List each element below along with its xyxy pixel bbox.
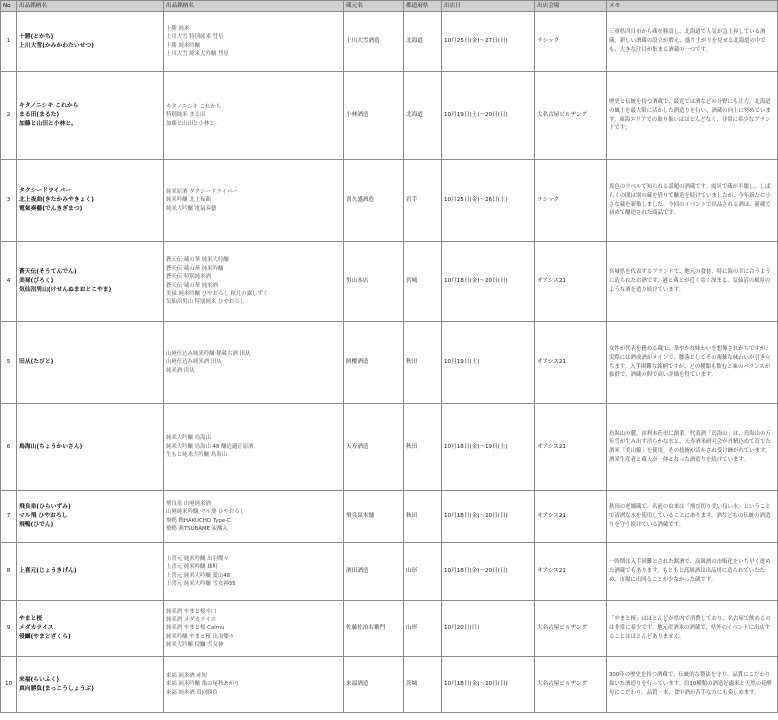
brand-name: 鳥海山(ちょうかいさん) (19, 443, 83, 450)
product-list (164, 491, 344, 543)
row-number: 3 (1, 160, 17, 242)
brewery-name: 酒田酒造 (344, 543, 404, 601)
brewery-name: 来福酒造 (344, 657, 404, 713)
memo: 歴史と伝統を持つ酒蔵で、最近では酒などの分野にも注力。北海道の風土を最大限に活かした酒造りを行い、酒蔵の向上に努めています。東海エリアでの取り扱いはほとんどなく、非常に希少なブランドです。 (607, 72, 778, 160)
venue: オアシス21 (535, 404, 607, 491)
table-row (1, 404, 778, 491)
brand-name: キタノニシキ これから (19, 103, 79, 110)
brewery-name: 喜久盛酒造 (344, 160, 404, 242)
open-date: 10月18日(金)〜20日(日) (442, 491, 535, 543)
open-date: 10月20日(日) (442, 601, 535, 657)
prefecture: 秋田 (404, 404, 442, 491)
brand-name: 電氣奏藝(でんきぎまつ) (19, 205, 83, 212)
brand-name: 真向勝負(まっこうしょうぶ) (19, 685, 94, 692)
venue: オアシス21 (535, 491, 607, 543)
brand-name: 美禄(びろく) (19, 278, 54, 284)
header-prefecture: 都道府県 (404, 1, 442, 12)
prefecture: 山形 (404, 543, 442, 601)
open-date: 10月25日(金)〜26日(土) (442, 160, 535, 242)
row-number: 10 (1, 657, 17, 713)
memo: 女性が代表を務める蔵で、華やかな味わいを想像されがちですが、実際には熟成酒がメインで、腰落としてその複雑な味わいが引き立ちます。入手困難な銘柄ですが、どの種類も飲むと味のバランスが抜群で、酒蔵の間で高い評価を得ています。 (607, 322, 778, 404)
venue: オアシス21 (535, 543, 607, 601)
row-number: 1 (1, 12, 17, 72)
brand-names (17, 242, 164, 322)
product-name: 純米大吟醸 鳥海山 48 醸造適正原酒 (166, 443, 254, 450)
header-venue: 出店会場 (535, 1, 607, 12)
brewery-name: 小林酒造 (344, 72, 404, 160)
product-list (164, 322, 344, 404)
product-name: 純米大吟醸 鳥海山 (166, 435, 211, 442)
table-row (1, 322, 778, 404)
brand-name: 蒼天伝(そうてんでん) (19, 269, 77, 276)
brand-name: 来福(らいふく) (19, 676, 60, 683)
prefecture: 北海道 (404, 12, 442, 72)
memo: 一時期は入手困難とされた銘酒で、高級酒の市販化をいち早く進めた酒蔵でもあります。もともと高級酒は出品用に造られていたため、市場に出回ることが少なかった蔵です。 (607, 543, 778, 601)
table-row (1, 160, 778, 242)
venue: オアシス21 (535, 242, 607, 322)
brand-name: やまと桜 (19, 616, 43, 623)
product-name: 上喜元 純米吟醸 出羽燦々 (166, 555, 229, 562)
open-date: 10月19日(土)〜20日(日) (442, 72, 535, 160)
brand-name: 上川大雪(かみかわたいせつ) (19, 42, 94, 49)
product-name: 十勝 純米 (166, 25, 190, 32)
venue: 大名古屋ビルヂング (535, 657, 607, 713)
product-name: 加藤と山田と小林と。 (166, 120, 220, 127)
product-name: 純米大吟醸 侵鰤 雪女神 (166, 642, 224, 649)
product-list (164, 543, 344, 601)
row-number: 2 (1, 72, 17, 160)
open-date: 10月19日(土) (442, 322, 535, 404)
row-number: 4 (1, 242, 17, 322)
memo: 鳥海山の麓、由利本荘市に創業。代表酒「鳥海山」は、鳥海山の万年雪が生み出す清らかな水と、天寿酒米研究会が丹精込めて育てた酒米「美山錦」を使用。その技術が活かされ受け継がれています。酒米生産者と蔵人が一体となった酒造りを続けています。 (607, 404, 778, 491)
product-name: 上川大雪 純米大吟醸 彗星 (166, 50, 229, 57)
prefecture: 岩手 (404, 160, 442, 242)
memo: 300年の歴史を持つ酒蔵で、伝統的な製法を守り、品質にこだわり抜いた酒造りを行っています。約10種類の酒造好適米と天然の花酵母にこだわり、品質一本、食中酒が苦手な方にも楽しめます。 (607, 657, 778, 713)
table-row (1, 72, 778, 160)
open-date: 10月25日(金)〜27日(日) (442, 12, 535, 72)
row-number: 8 (1, 543, 17, 601)
product-name: 特別純米 まる田 (166, 112, 206, 119)
product-list (164, 160, 344, 242)
memo: 「やまと桜」はほとんどが県内で消費しており、名古屋で飲めるのは非常に希少です。地元産酒米の酒蔵で、県外のイベントに出店することはほとんどありません。 (607, 601, 778, 657)
brand-names (17, 322, 164, 404)
brand-name: 十勝(とかち) (19, 33, 54, 40)
product-name: 十勝 純米吟醸 (166, 42, 201, 49)
brand-name: マル飛 ひやおろし (19, 513, 68, 519)
header-brand: 出品銘柄名 (17, 1, 164, 12)
brand-name: 飛良泉(ひらいずみ) (19, 504, 71, 511)
brand-name: まる田(まるた) (19, 112, 60, 118)
product-name: 飛鴨 鴨HAKUCHO Type-C (166, 517, 231, 524)
row-number: 5 (1, 322, 17, 404)
prefecture: 秋田 (404, 491, 442, 543)
prefecture: 茨城 (404, 657, 442, 713)
open-date: 10月18日(金)〜19日(土) (442, 404, 535, 491)
venue: ラシック (535, 160, 607, 242)
header-no: No (1, 1, 17, 12)
product-name: 上喜元 純米大吟醸 雪女神35 (166, 580, 236, 587)
venue: 大名古屋ビルヂング (535, 601, 607, 657)
brewery-name: 上川大雪酒造 (344, 12, 404, 72)
product-name: 気仙沼男山 特別純米 ひやおろし (166, 299, 245, 306)
memo: 三重県四日市から蔵を移設し、北海道で人気が急上昇している酒蔵。新しい酒蔵の設立が増え、盛り上がりを見せる北海道の中でも、大きな注目が集まる酒蔵の一つです。 (607, 12, 778, 72)
header-date: 出店日 (442, 1, 535, 12)
brand-name: 田从(たびと) (19, 359, 54, 365)
table-row (1, 657, 778, 713)
brand-name: メダカライス (19, 625, 54, 631)
memo: 秋田の老舗蔵で、名前の由来は「飛び切り美い良い水」ということで清冽な水を使用していることにあります。酒などもの伝統の酒造りを守り続けている酒蔵です。 (607, 491, 778, 543)
product-list (164, 242, 344, 322)
brand-name: 加藤と山田と小林と。 (19, 120, 77, 127)
open-date: 10月18日(金)〜20日(日) (442, 657, 535, 713)
product-name: 純米酒 田从 (166, 367, 195, 374)
memo: 宮城県を代表するブランドで、地元の食材、特に海の幸に合うように造られたお酒です。港と蔵とが近く寄く深まる、気仙沼の風景のような酒を造り続けています。 (607, 242, 778, 322)
venue: 大名古屋ビルヂング (535, 72, 607, 160)
brand-names (17, 404, 164, 491)
brand-names (17, 601, 164, 657)
product-name: 蒼天伝 特別純米酒 (166, 274, 211, 281)
product-name: 山廃純米吟醸 マル飛 ひやおろし (166, 509, 245, 516)
product-name: 純米吟醸 北上夜曲 (166, 197, 211, 204)
row-number: 6 (1, 404, 17, 491)
row-number: 9 (1, 601, 17, 657)
brand-name: 上喜元(じょうきげん) (19, 568, 77, 574)
product-name: キタノニシキ これから (166, 103, 222, 110)
brand-names (17, 160, 164, 242)
brand-name: 北上夜曲(きたかみやきょく) (19, 197, 94, 203)
product-name: 純米酒 やまと桜 Calmu (166, 625, 225, 632)
brewery-name: 天寿酒造 (344, 404, 404, 491)
product-name: 山廃仕込み純米酒 田从 (166, 359, 222, 366)
brand-names (17, 657, 164, 713)
open-date: 10月18日(金)〜20日(日) (442, 242, 535, 322)
product-name: 純米原酒 タクシードライバー (166, 188, 238, 195)
prefecture: 宮城 (404, 242, 442, 322)
product-name: 山廃仕込み純米吟醸 秘蔵古酒 田从 (166, 350, 251, 357)
prefecture: 秋田 (404, 322, 442, 404)
row-number: 7 (1, 491, 17, 543)
product-name: 純米吟醸 やまと桜 出羽燦々 (166, 633, 235, 640)
table-row (1, 601, 778, 657)
product-name: 純米酒 メダカライス (166, 616, 217, 623)
product-list (164, 72, 344, 160)
product-name: 来福 純米酒 真向勝負 (166, 689, 218, 696)
header-brewery: 蔵元名 (344, 1, 404, 12)
brewery-name: 男山本店 (344, 242, 404, 322)
brand-names (17, 12, 164, 72)
venue: ラシック (535, 12, 607, 72)
table-row (1, 12, 778, 72)
brand-name: 飛鴨(ひでん) (19, 521, 54, 528)
header-memo: メモ (607, 1, 778, 12)
product-name: 蒼天伝 蔵の華 純米大吟醸 (166, 257, 229, 264)
brand-names (17, 491, 164, 543)
memo: 異色のラベルで知られる話題の酒蔵です。震災で蔵が半壊し、しばらくの間は別の蔵を借りて醸造を続けていましたが、今年新たに小さな蔵を新築しました。今回のイベントで出品される酒は、新蔵で初めて醸造された商品です。 (607, 160, 778, 242)
product-name: 上喜元 純米吟醸 雄町 (166, 564, 218, 571)
product-name: 蒼天伝 蔵の華 純米吟醸 (166, 265, 224, 272)
product-name: 生もと純米大吟醸 鳥海山 (166, 452, 228, 459)
brewery-name: 飛良泉本舗 (344, 491, 404, 543)
product-name: 上喜元 純米大吟醸 愛山48 (166, 572, 231, 579)
product-name: 純米酒 やまと桜辛口 (166, 608, 217, 615)
product-name: 来福 純米酒 赤短 (166, 672, 208, 679)
brand-names (17, 543, 164, 601)
open-date: 10月18日(金)〜20日(日) (442, 543, 535, 601)
brewery-name: 阿櫻酒造 (344, 322, 404, 404)
prefecture: 山形 (404, 601, 442, 657)
product-name: 来福 純米吟醸 亀の尾秋あがり (166, 681, 240, 688)
product-name: 美禄 純米吟醸 ひやおろし 秋月の露しずく (166, 290, 269, 297)
product-name: 飛鴨 燕TSUBAME 炭酸入 (166, 525, 228, 532)
product-list (164, 601, 344, 657)
header-row (1, 1, 778, 12)
table-row (1, 491, 778, 543)
venue: オアシス21 (535, 322, 607, 404)
product-list (164, 657, 344, 713)
brand-names (17, 72, 164, 160)
table-row (1, 543, 778, 601)
brand-name: 気仙沼男山(けせんぬまおとこやま) (19, 286, 112, 293)
brewery-name: 佐藤佐治右衛門 (344, 601, 404, 657)
product-list (164, 12, 344, 72)
brand-name: 侵鰤(やまとざくら) (19, 633, 71, 640)
product-name: 上川大雪 特別純米 彗星 (166, 34, 224, 41)
product-name: 純米大吟醸 電氣奏藝 (166, 205, 217, 212)
product-name: 蒼天伝 蔵の華 純米酒 (166, 282, 218, 289)
header-products: 出品銘柄名 (164, 1, 344, 12)
product-list (164, 404, 344, 491)
prefecture: 北海道 (404, 72, 442, 160)
product-name: 飛良泉 山廃純米酒 (166, 500, 211, 507)
brand-name: タクシードライバー (19, 188, 71, 195)
table-row (1, 242, 778, 322)
